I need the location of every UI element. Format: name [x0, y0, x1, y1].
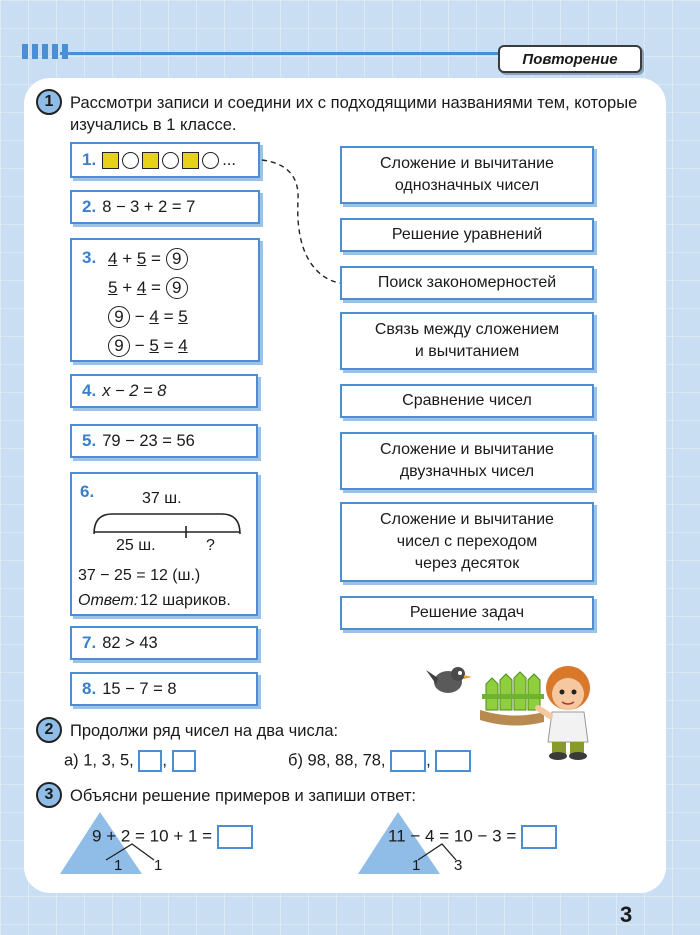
- item-6-calc: 37 − 25 = 12 (ш.): [78, 567, 201, 584]
- task2-part-a: а) 1, 3, 5, ,: [64, 750, 196, 772]
- item-3-line-3: 9 − 4 = 5: [108, 306, 188, 328]
- topic-add-sub-relation[interactable]: Связь между сложением и вычитанием: [340, 312, 594, 370]
- item-8-number: 8.: [82, 679, 97, 698]
- task2-number: 2: [36, 717, 62, 743]
- task1-number: 1: [36, 89, 62, 115]
- topic-equations[interactable]: Решение уравнений: [340, 218, 594, 252]
- task3-e1-answer[interactable]: [217, 825, 253, 849]
- task3-e2-part-2: 3: [454, 857, 463, 874]
- task2-b-answer-2[interactable]: [435, 750, 471, 772]
- task2-text: Продолжи ряд чисел на два числа:: [70, 722, 339, 740]
- task2-part-b: б) 98, 88, 78, ,: [288, 750, 471, 772]
- item-1-number: 1.: [82, 150, 97, 169]
- item-3-line-4: 9 − 5 = 4: [108, 335, 188, 357]
- task3-e2-answer[interactable]: [521, 825, 557, 849]
- item-3-number: 3.: [82, 248, 97, 267]
- item-7-number: 7.: [82, 633, 97, 652]
- task3-example-1: 9 + 2 = 10 + 1 =: [92, 825, 253, 849]
- task3-e1-part-2: 1: [154, 857, 163, 874]
- topic-word-problems[interactable]: Решение задач: [340, 596, 594, 630]
- page-number: 3: [620, 902, 633, 927]
- item-6-answer-label: Ответ:: [78, 592, 139, 609]
- item-7-text: 82 > 43: [102, 633, 158, 652]
- item-5-number: 5.: [82, 431, 97, 450]
- section-title: Повторение: [498, 45, 642, 73]
- topic-compare-numbers[interactable]: Сравнение чисел: [340, 384, 594, 418]
- item-4-text: x − 2 = 8: [102, 381, 167, 400]
- task3-example-2: 11 − 4 = 10 − 3 =: [388, 825, 557, 849]
- item-6-unknown: ?: [206, 537, 215, 554]
- task2-b-answer-1[interactable]: [390, 750, 426, 772]
- item-6-total: 37 ш.: [142, 490, 182, 507]
- item-4-number: 4.: [82, 381, 97, 400]
- item-3-line-2: 5 + 4 = 9: [108, 277, 188, 299]
- task3-e1-part-1: 1: [114, 857, 123, 874]
- item-2-text: 8 − 3 + 2 = 7: [102, 197, 196, 216]
- item-5-text: 79 − 23 = 56: [102, 431, 195, 450]
- task3-e2-part-1: 1: [412, 857, 421, 874]
- item-2-number: 2.: [82, 197, 97, 216]
- topic-single-digit[interactable]: Сложение и вычитание однозначных чисел: [340, 146, 594, 204]
- topic-two-digit[interactable]: Сложение и вычитание двузначных чисел: [340, 432, 594, 490]
- item-6-number: 6.: [80, 482, 95, 501]
- item-1-ellipsis: ...: [222, 150, 236, 169]
- task3-number: 3: [36, 782, 62, 808]
- item-6-part: 25 ш.: [116, 537, 156, 554]
- task2-a-answer-2[interactable]: [172, 750, 196, 772]
- item-3-line-1: 4 + 5 = 9: [108, 248, 188, 270]
- task1-text: Рассмотри записи и соедини их с подходящими названиями тем, которые изучались в 1 классе.: [70, 94, 638, 134]
- boy-illustration: [420, 650, 600, 760]
- topic-crossing-ten[interactable]: Сложение и вычитание чисел с переходом через десяток: [340, 502, 594, 582]
- topic-patterns[interactable]: Поиск закономерностей: [340, 266, 594, 300]
- item-6-answer: 12 шариков.: [140, 592, 231, 609]
- item-8-text: 15 − 7 = 8: [102, 679, 177, 698]
- task2-a-answer-1[interactable]: [138, 750, 162, 772]
- task3-text: Объясни решение примеров и запиши ответ:: [70, 787, 417, 805]
